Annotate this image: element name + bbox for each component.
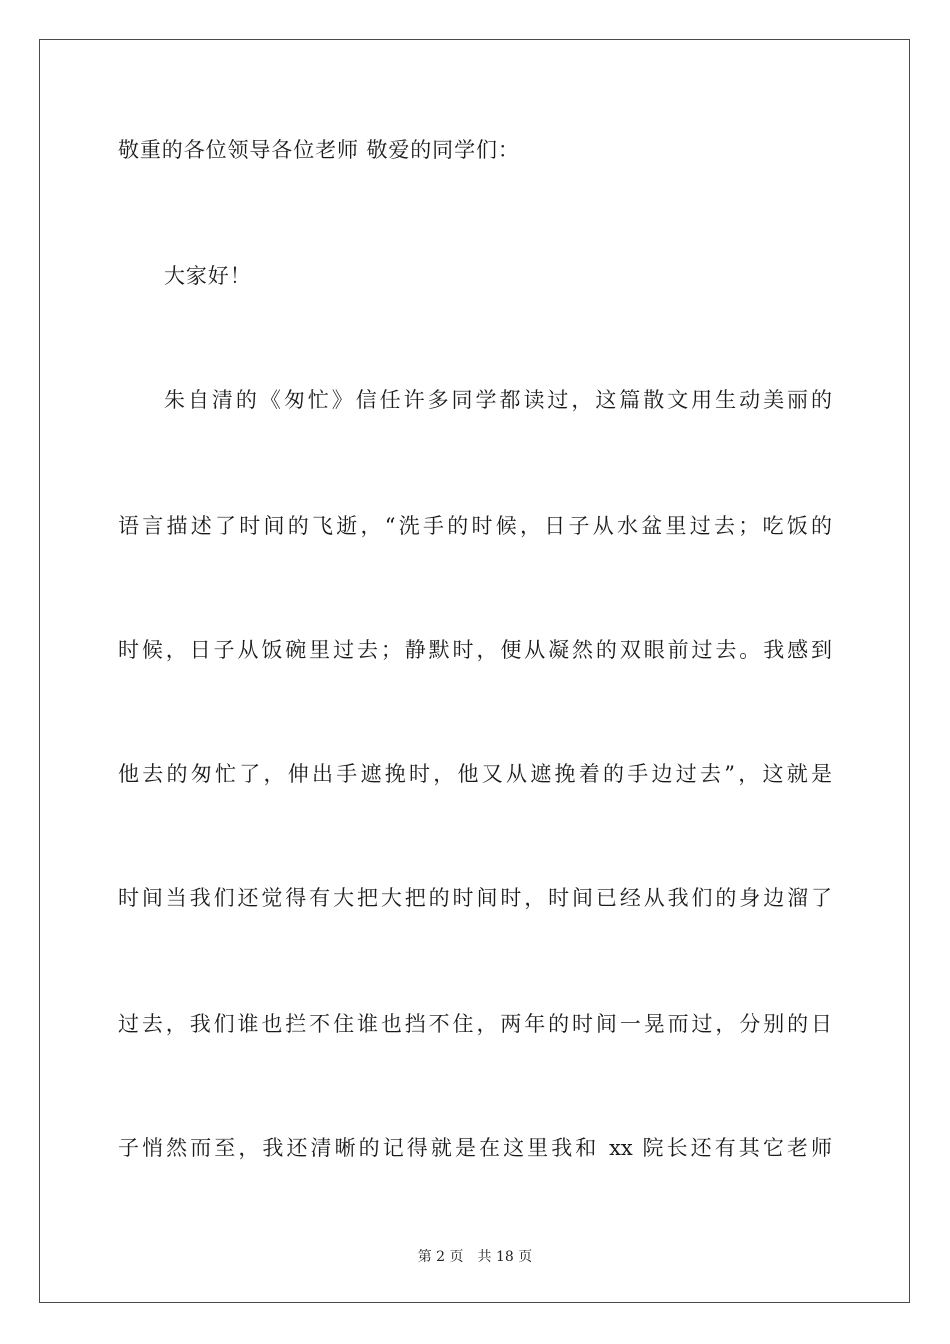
page-number-footer: 第 2 页 共 18 页 — [417, 1249, 533, 1265]
page-border — [39, 39, 910, 1303]
greeting-line: 大家好！ — [164, 264, 252, 288]
paragraph-line: 他去的匆忙了，伸出手遮挽时，他又从遮挽着的手边过去”，这就是 — [118, 762, 832, 786]
paragraph-line: 时候，日子从饭碗里过去；静默时，便从凝然的双眼前过去。我感到 — [118, 638, 832, 662]
paragraph-line: 子悄然而至，我还清晰的记得就是在这里我和 xx 院长还有其它老师 — [118, 1136, 832, 1160]
paragraph-line: 过去，我们谁也拦不住谁也挡不住，两年的时间一晃而过，分别的日 — [118, 1012, 832, 1036]
paragraph-line: 时间当我们还觉得有大把大把的时间时，时间已经从我们的身边溜了 — [118, 886, 832, 910]
paragraph-line: 朱自清的《匆忙》信任许多同学都读过，这篇散文用生动美丽的 — [164, 388, 832, 412]
salutation-line: 敬重的各位领导各位老师 敬爱的同学们： — [118, 138, 520, 162]
paragraph-line: 语言描述了时间的飞逝，“洗手的时候，日子从水盆里过去；吃饭的 — [118, 514, 832, 538]
